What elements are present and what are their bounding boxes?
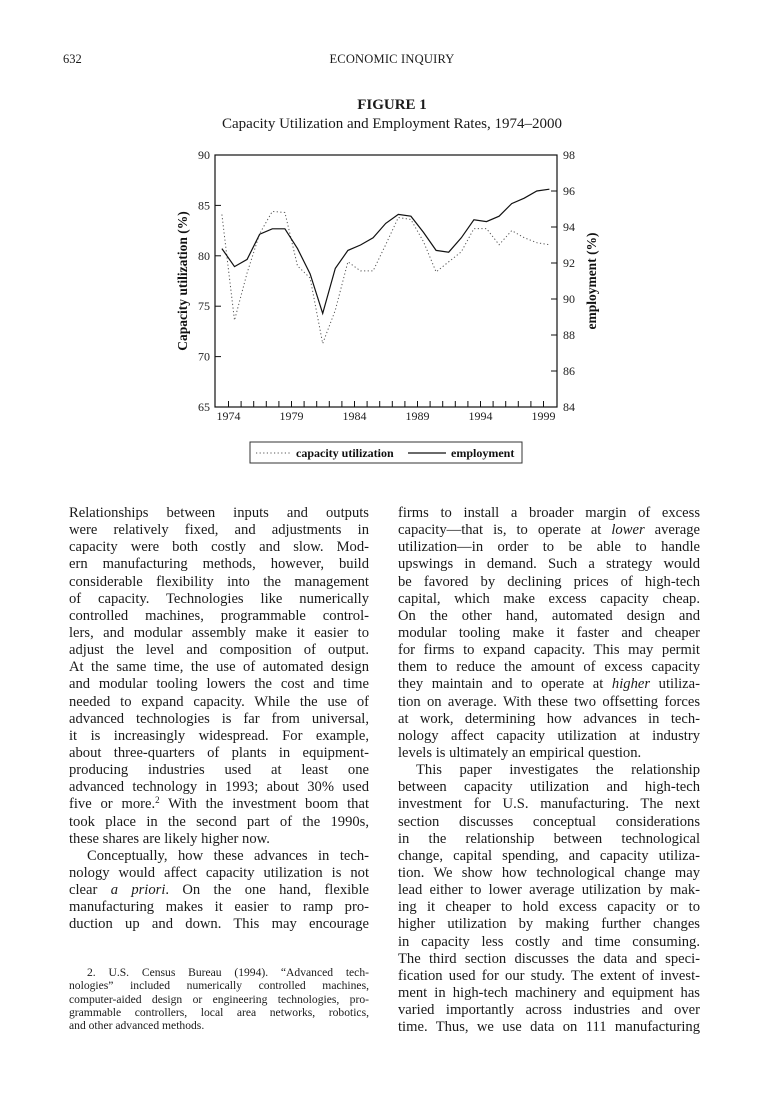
left-tick-label: 80 xyxy=(198,248,210,263)
text-line: lead either to lower average utilization by mak- xyxy=(398,882,700,899)
x-tick-label: 1984 xyxy=(342,409,367,423)
text-line: section discusses conceptual considerations xyxy=(398,813,700,830)
body-column-left xyxy=(69,505,369,934)
text-line: in the relationship between technological xyxy=(398,830,700,847)
text-line: ment in high-tech machinery and equipment has xyxy=(398,984,700,1001)
text-line: took place in the second part of the 1990s, xyxy=(69,813,369,830)
text-line: upswings in demand. Such a strategy would xyxy=(398,556,700,573)
text-line: ern manufacturing methods, however, build xyxy=(69,556,369,573)
figure-label: FIGURE 1 xyxy=(357,97,427,113)
text-line xyxy=(69,882,369,899)
right-tick-label: 88 xyxy=(563,328,575,342)
text-line: capacity were both costly and slow. Mod- xyxy=(69,539,369,556)
text-line: 2. U.S. Census Bureau (1994). “Advanced tech- xyxy=(87,966,369,979)
text-line: needed to expand capacity. While the use of xyxy=(69,693,369,710)
text-run: capacity—that is, to operate at xyxy=(398,522,612,539)
text-line: for firms to expand capacity. This may permit xyxy=(398,642,700,659)
text-line: and other advanced methods. xyxy=(69,1019,205,1033)
text-line: at work, determining how advances in tech- xyxy=(398,710,700,727)
text-line: capital, which make excess capacity cheap. xyxy=(398,590,700,607)
right-tick-label: 84 xyxy=(563,400,575,414)
left-axis xyxy=(198,148,221,414)
right-tick-label: 96 xyxy=(563,184,575,198)
text-line: levels is ultimately an empirical question. xyxy=(398,744,642,761)
text-line: tion. We show how technological change may xyxy=(398,864,700,881)
text-line: manufacturing makes it easier to ramp pro- xyxy=(69,899,369,916)
text-line: nologies” included numerically controlled machines, xyxy=(69,979,369,993)
text-line: At the same time, the use of automated design xyxy=(69,659,369,676)
plot-frame xyxy=(215,155,557,407)
x-tick-label: 1979 xyxy=(279,409,304,423)
left-tick-label: 85 xyxy=(198,198,210,213)
text-line: The third section discusses the data and speci- xyxy=(398,950,700,967)
text-line: be favored by declining prices of high-tech xyxy=(398,573,700,590)
x-axis xyxy=(217,401,556,423)
text-line: nology affect capacity utilization at industry xyxy=(398,727,700,744)
text-line: On the other hand, automated design and xyxy=(398,607,700,624)
text-line: of capacity. Technologies like numerically xyxy=(69,590,369,607)
text-line: about three-quarters of plants in equipment- xyxy=(69,744,369,761)
footnote-marker[interactable]: 2 xyxy=(155,795,160,806)
text-run: utiliza- xyxy=(650,676,700,693)
legend xyxy=(250,442,522,463)
emphasis: lower xyxy=(611,522,645,539)
text-line: modular tooling make it faster and cheaper xyxy=(398,624,700,641)
right-tick-label: 94 xyxy=(563,220,575,234)
x-tick-label: 1989 xyxy=(405,409,430,423)
x-tick-label: 1999 xyxy=(531,409,556,423)
text-line: producing industries used at least one xyxy=(69,762,369,779)
text-line: investment for U.S. manufacturing. The next xyxy=(398,796,700,813)
text-line: lers, and modular assembly make it easier to xyxy=(69,624,369,641)
text-line: these shares are likely higher now. xyxy=(69,830,270,847)
page-number: 632 xyxy=(63,52,82,66)
x-tick-label: 1994 xyxy=(468,409,493,423)
left-tick-label: 90 xyxy=(198,148,210,162)
text-line: Relationships between inputs and outputs xyxy=(69,505,369,521)
body-column-right xyxy=(398,505,700,1036)
text-line: This paper investigates the relationship xyxy=(416,762,700,779)
left-tick-label: 65 xyxy=(198,400,210,414)
journal-name: ECONOMIC INQUIRY xyxy=(329,52,455,66)
right-tick-label: 92 xyxy=(563,256,575,270)
text-line: it is increasingly widespread. For example, xyxy=(69,727,369,744)
text-run: five or more. xyxy=(69,796,156,813)
text-line: higher utilization by making further changes xyxy=(398,916,700,933)
left-tick-label: 75 xyxy=(198,299,210,314)
text-line: computer-aided design or engineering technologies, pro- xyxy=(69,992,369,1006)
right-tick-label: 98 xyxy=(563,148,575,162)
chart xyxy=(0,0,784,480)
text-line: them to reduce the amount of excess capacity xyxy=(398,659,700,676)
text-run: average xyxy=(644,522,701,539)
right-tick-label: 86 xyxy=(563,364,575,378)
text-line: in capacity less costly and time consuming. xyxy=(398,933,700,950)
figure-caption: Capacity Utilization and Employment Rates, 1974–2000 xyxy=(222,116,562,132)
right-axis xyxy=(551,148,575,414)
text-line xyxy=(398,522,700,539)
text-line: and modular tooling lowers the cost and time xyxy=(69,676,369,693)
emphasis: a priori xyxy=(110,882,166,899)
text-line: tion on average. With these two offsetting forces xyxy=(398,693,700,710)
legend-label-employment: employment xyxy=(451,446,515,460)
y2-axis-title: employment (%) xyxy=(584,232,599,330)
text-line: advanced technology in 1993; about 30% used xyxy=(69,779,369,796)
text-run: . On the one hand, flexible xyxy=(165,882,370,899)
text-line: utilization—in order to be able to handle xyxy=(398,539,700,556)
text-line: advanced technologies is far from universal, xyxy=(69,710,369,727)
right-tick-label: 90 xyxy=(563,292,575,306)
text-line: grammable controllers, local area networks, robotics, xyxy=(69,1005,369,1019)
series-line-employment xyxy=(222,189,550,313)
text-line: were relatively fixed, and adjustments in xyxy=(69,522,369,539)
text-line: controlled machines, programmable control- xyxy=(69,607,369,624)
text-line: fication used for our study. The extent of invest- xyxy=(398,967,700,984)
left-tick-label: 70 xyxy=(198,349,210,364)
text-line: firms to install a broader margin of excess xyxy=(398,505,700,521)
text-run: With the investment boom that xyxy=(159,796,369,813)
text-run: they maintain and to operate at xyxy=(398,676,612,693)
legend-label-capacity: capacity utilization xyxy=(296,446,394,460)
x-tick-label: 1974 xyxy=(216,409,241,423)
text-run: clear xyxy=(69,882,111,899)
text-line: time. Thus, we use data on 111 manufacturing xyxy=(398,1019,700,1036)
y-axis-title: Capacity utilization (%) xyxy=(175,211,190,351)
text-line xyxy=(69,796,369,813)
footnote xyxy=(69,966,369,1032)
text-line: change, capital spending, and capacity utiliza- xyxy=(398,847,700,864)
series-layer xyxy=(222,189,550,343)
text-line: between capacity utilization and high-tech xyxy=(398,779,700,796)
emphasis: higher xyxy=(611,676,651,693)
series-line-capacity-utilization xyxy=(222,211,550,343)
text-line: duction up and down. This may encourage xyxy=(69,916,369,933)
text-line xyxy=(398,676,700,693)
text-line: Conceptually, how these advances in tech- xyxy=(87,847,369,864)
text-line: nology would affect capacity utilization is not xyxy=(69,864,369,881)
text-line: ing it cheaper to hold excess capacity or to xyxy=(398,899,700,916)
text-line: considerable flexibility into the management xyxy=(69,573,369,590)
text-line: varied importantly across industries and over xyxy=(398,1002,700,1019)
text-line: adjust the level and composition of output. xyxy=(69,642,369,659)
